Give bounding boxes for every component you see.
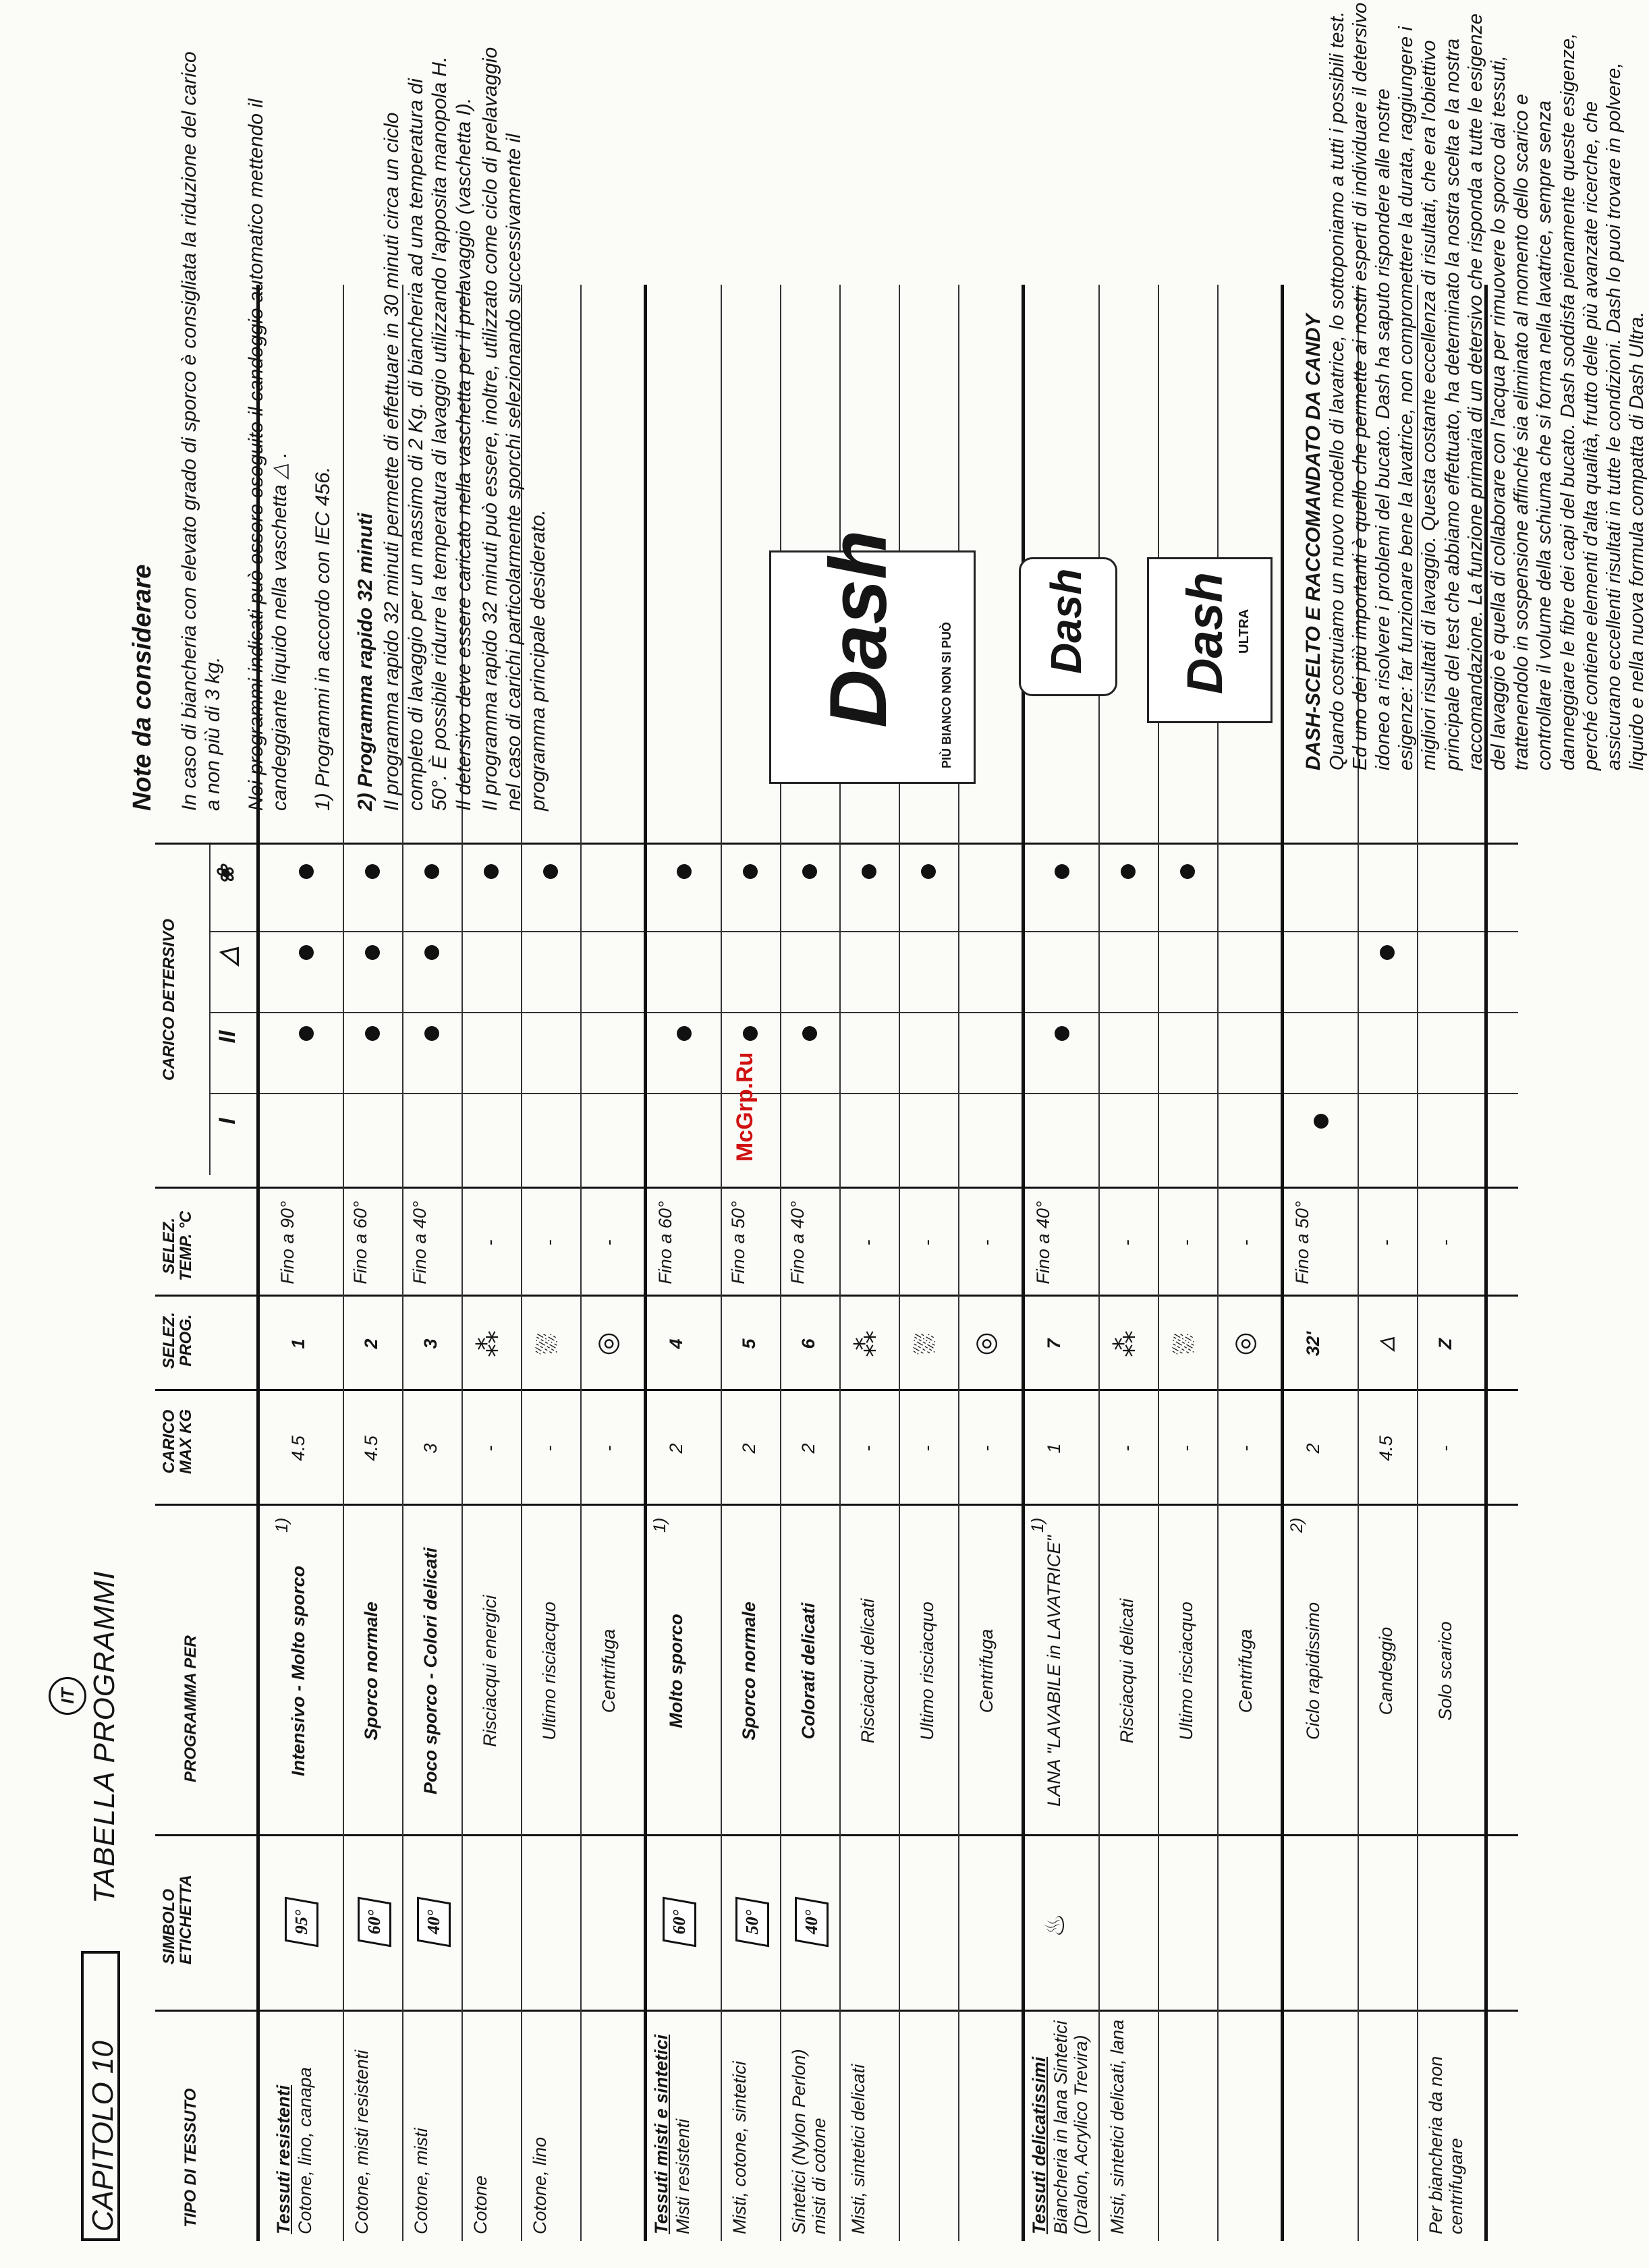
temperature: - [1235, 1239, 1256, 1246]
col-header-tipo: TIPO DI TESSUTO [181, 2088, 200, 2228]
col-header-prog: SELEZ. PROG. [160, 1312, 196, 1369]
max-load: 2 [739, 1443, 759, 1454]
temperature: Fino a 40° [787, 1201, 808, 1284]
table-row [580, 285, 640, 2241]
program-selector: 4 [666, 1338, 686, 1349]
temperature: Fino a 90° [277, 1201, 298, 1284]
temperature: Fino a 60° [350, 1201, 370, 1284]
temperature: - [917, 1239, 937, 1246]
detergent-dot [424, 864, 439, 879]
care-label-symbol: 60° [663, 1897, 696, 1948]
temperature: - [1117, 1239, 1137, 1246]
temperature: Fino a 40° [1033, 1201, 1053, 1284]
program-name: Centrifuga [598, 1628, 619, 1713]
max-load: - [917, 1445, 937, 1452]
final-rinse-icon: ⛆ [911, 1333, 941, 1355]
det-flower-header: ❀ [213, 865, 239, 885]
program-name: Risciacqui energici [480, 1595, 500, 1747]
max-load: - [1176, 1445, 1196, 1452]
det-triangle-header: △ [213, 946, 241, 965]
dash-logo-1: Dash [813, 530, 903, 728]
max-load: - [539, 1445, 559, 1452]
temperature: - [1176, 1239, 1196, 1246]
program-selector: 6 [798, 1338, 818, 1349]
detergent-dot [1055, 864, 1069, 879]
detergent-dot [677, 864, 692, 879]
group-title: Tessuti misti e sintetici [651, 2034, 671, 2234]
fabric-type: Cotone, lino [530, 2136, 550, 2234]
det-i-header: I [215, 1118, 240, 1125]
temperature: Fino a 60° [655, 1201, 675, 1284]
max-load: - [1235, 1445, 1256, 1452]
program-name: Intensivo - Molto sporco [288, 1566, 308, 1777]
program-name: Ultimo risciacquo [1176, 1601, 1196, 1740]
rinse-icon: ⁂ [851, 1330, 881, 1357]
care-label-symbol: 95° [285, 1897, 318, 1948]
program-name: LANA "LAVABILE in LAVATRICE" [1044, 1535, 1064, 1807]
detergent-dot [802, 1026, 817, 1041]
program-name: Centrifuga [1235, 1628, 1256, 1713]
max-load: - [598, 1445, 619, 1452]
temperature: Fino a 50° [1292, 1201, 1312, 1284]
fabric-type: Cotone, misti resistenti [352, 2049, 372, 2234]
program-name: Candeggio [1376, 1626, 1396, 1716]
detergent-dot [424, 1026, 439, 1041]
temperature: - [1435, 1239, 1455, 1246]
final-rinse-icon: ⛆ [1170, 1333, 1200, 1355]
care-label-symbol: 60° [358, 1897, 391, 1948]
note-p4: Il programma rapido 32 minuti permette di effettuare in 30 minuti circa un ciclo completo di lavaggio per un massimo di 2 Kg. di biancheria ad una temperatura di 50°. È possibile ridurre la temperatura di lavaggio utilizzando l'apposita manopola H. Il detersivo deve essere caricato nella vaschetta per il prelavaggio (vaschetta I). [381, 56, 475, 811]
note-p5: Il programma rapido 32 minuti può essere, inoltre, utilizzato come ciclo di prelavaggio nel caso di carichi particolarmente sporchi selezionando successivamente il programma principale desiderato. [478, 47, 549, 811]
program-selector: Z [1435, 1338, 1455, 1350]
spin-icon: ◎ [1229, 1332, 1259, 1356]
detergent-dot [365, 864, 380, 879]
program-selector: 2 [361, 1338, 381, 1349]
dash-logo-2: Dash [1042, 568, 1090, 674]
dash-ultra-label: ULTRA [1237, 608, 1252, 654]
page-title: TABELLA PROGRAMMI [88, 1570, 121, 1904]
col-header-detersivo: CARICO DETERSIVO [160, 918, 178, 1081]
program-name: Molto sporco [666, 1614, 686, 1728]
temperature: Fino a 50° [728, 1201, 748, 1284]
program-name: Risciacqui delicati [1117, 1598, 1137, 1744]
fabric-type: Cotone, lino, canapa [295, 2067, 315, 2234]
rinse-icon: ⁂ [1111, 1330, 1140, 1357]
dash-pack-tag: PIÙ BIANCO NON SI PUÒ [940, 621, 953, 768]
max-load: 4.5 [1376, 1436, 1396, 1461]
fabric-type: Cotone, misti [411, 2128, 431, 2234]
group-separator [644, 285, 647, 2241]
note-p3: 1) Programmi in accordo con IEC 456. [311, 466, 334, 811]
dash-text: Quando costruiamo un nuovo modello di lavatrice, lo sottoponiamo a tutti i possibili test. Ed uno dei più importanti è quello che permette ai nostri esperti di individuare il detersivo idoneo a risolvere i problemi del bucato. Dash ha saputo rispondere alle nostre esigenze: far funzionare bene la lavatrice, non compromettere la durata, raggiungere i migliori risultati di lavaggio. Questa costante eccellenza di risultati, che era l'obiettivo principale del test che abbiamo effettuato, ha determinato la nostra scelta e la nostra raccomandazione. La funzione primaria di un detersivo che risponda a tutte le esigenze del lavaggio è quella di collaborare con l'acqua per rimuovere lo sporco dai tessuti, trattenendolo in sospensione affinché sia eliminato al momento dello scarico e controllare il volume della schiuma che si forma nella lavatrice, sempre senza danneggiare le fibre dei capi del bucato. Dash soddisfa pienamente queste esigenze, perché contiene elementi d'alta qualità, frutto delle più avanzate ricerche, che assicurano eccellenti risultati in tutte le condizioni. Dash lo puoi trovare in polvere, liquido e nella nuova formula compatta di Dash Ultra. [1326, 2, 1648, 770]
detergent-dot [365, 1026, 380, 1041]
col-header-temp: SELEZ. TEMP. °C [160, 1211, 196, 1281]
program-footnote: 2) [1287, 1517, 1306, 1533]
detergent-dot [677, 1026, 692, 1041]
max-load: 2 [798, 1443, 818, 1454]
detergent-dot [1314, 1114, 1329, 1129]
temperature: - [858, 1239, 878, 1246]
temperature: - [480, 1239, 500, 1246]
detergent-dot [1055, 1026, 1069, 1041]
detergent-dot [743, 1026, 758, 1041]
temperature: Fino a 40° [410, 1201, 430, 1284]
max-load: 4.5 [361, 1436, 381, 1461]
detergent-dot [862, 864, 876, 879]
language-mark: IT [49, 1677, 86, 1715]
program-selector: 5 [739, 1338, 759, 1349]
program-selector: △ [1376, 1336, 1396, 1351]
max-load: - [976, 1445, 997, 1452]
max-load: 2 [666, 1443, 686, 1454]
fabric-type: Misti, sintetici delicati [848, 2064, 868, 2234]
detergent-dot [743, 864, 758, 879]
chapter-label: CAPITOLO 10 [86, 2041, 119, 2232]
notes-title: Note da considerare [128, 564, 157, 811]
temperature: - [1376, 1239, 1396, 1246]
dash-logo-3: Dash [1177, 572, 1233, 694]
dash-ultra-box [1147, 557, 1273, 723]
group-title: Tessuti delicatissimi [1029, 2056, 1049, 2234]
detergent-dot [1380, 945, 1395, 960]
detergent-dot [1180, 864, 1195, 879]
program-name: Poco sporco - Colori delicati [420, 1547, 441, 1795]
fabric-type: Misti resistenti [673, 2118, 693, 2234]
dash-liquid-bottle [1019, 557, 1117, 696]
care-label-symbol: 40° [417, 1897, 451, 1948]
care-label-symbol: 40° [795, 1897, 829, 1948]
col-header-simbolo: SIMBOLO ETICHETTA [160, 1875, 196, 1964]
max-load: 4.5 [288, 1436, 308, 1461]
max-load: - [1117, 1445, 1137, 1452]
col-header-programma: PROGRAMMA PER [181, 1635, 200, 1782]
chapter-box [81, 1951, 120, 2241]
fabric-type: Per biancheria da non centrifugare [1426, 2056, 1466, 2234]
temperature: - [598, 1239, 619, 1246]
program-selector: 1 [288, 1338, 308, 1349]
fabric-type: Sintetici (Nylon Perlon) misti di cotone [789, 2049, 829, 2234]
detergent-dot [921, 864, 936, 879]
max-load: 3 [420, 1443, 441, 1454]
detergent-dot [299, 864, 314, 879]
detergent-dot [802, 864, 817, 879]
rinse-icon: ⁂ [474, 1330, 503, 1357]
max-load: 2 [1303, 1443, 1323, 1454]
note-p1: In caso di biancheria con elevato grado di sporco è consigliata la riduzione del carico a non più di 3 kg. [178, 51, 225, 811]
dash-section [1302, 1, 1649, 770]
watermark: McGrp.Ru [732, 1052, 758, 1162]
program-footnote: 1) [650, 1517, 669, 1533]
program-selector: 32' [1303, 1331, 1323, 1357]
program-name: Sporco normale [361, 1601, 381, 1740]
group-title: Tessuti resistenti [273, 2085, 294, 2234]
program-selector: 3 [420, 1338, 441, 1349]
program-footnote: 1) [273, 1517, 291, 1533]
final-rinse-icon: ⛆ [533, 1333, 563, 1355]
temperature: - [539, 1239, 559, 1246]
spin-icon: ◎ [970, 1332, 1000, 1356]
col-header-carico: CARICO MAX KG [160, 1409, 196, 1474]
detergent-dot [365, 945, 380, 960]
fabric-type: Cotone [470, 2175, 491, 2234]
dash-title: DASH-SCELTO E RACCOMANDATO DA CANDY [1302, 314, 1324, 770]
program-name: Sporco normale [739, 1601, 759, 1740]
program-selector: 7 [1044, 1338, 1064, 1349]
group-separator [1281, 285, 1284, 2241]
note-p4-title: 2) Programma rapido 32 minuti [354, 513, 376, 811]
wool-label-icon: ♨ [1040, 1913, 1070, 1937]
program-name: Colorati delicati [798, 1602, 818, 1740]
fabric-type: Biancheria in lana Sintetici (Dralon, Acrylico Trevira) [1051, 2020, 1091, 2234]
dash-powder-box [769, 530, 976, 784]
program-name: Ultimo risciacquo [539, 1601, 559, 1740]
program-name: Centrifuga [976, 1628, 997, 1713]
detergent-dot [299, 945, 314, 960]
program-name: Risciacqui delicati [858, 1598, 878, 1744]
det-ii-header: II [215, 1030, 240, 1044]
detergent-dot [424, 945, 439, 960]
program-name: Ultimo risciacquo [917, 1601, 937, 1740]
max-load: 1 [1044, 1443, 1064, 1454]
fabric-type: Misti, cotone, sintetici [729, 2061, 750, 2234]
header-divider [209, 845, 211, 1175]
program-footnote: 1) [1028, 1517, 1047, 1533]
program-name: Ciclo rapidissimo [1303, 1601, 1323, 1740]
program-name: Solo scarico [1435, 1621, 1455, 1721]
max-load: - [480, 1445, 500, 1452]
detergent-dot [484, 864, 499, 879]
temperature: - [976, 1239, 997, 1246]
max-load: - [1435, 1445, 1455, 1452]
max-load: - [858, 1445, 878, 1452]
note-p2: Nei programmi indicati può essere eseguito il candeggio automatico mettendo il candeggiante liquido nella vaschetta △ . [244, 98, 291, 811]
table-row [648, 285, 721, 2241]
detergent-dot [299, 1026, 314, 1041]
detergent-dot [543, 864, 558, 879]
notes-section [128, 42, 569, 811]
fabric-type: Misti, sintetici delicati, lana [1107, 2019, 1127, 2234]
detergent-dot [1121, 864, 1136, 879]
care-label-symbol: 50° [735, 1897, 769, 1948]
spin-icon: ◎ [592, 1332, 622, 1356]
